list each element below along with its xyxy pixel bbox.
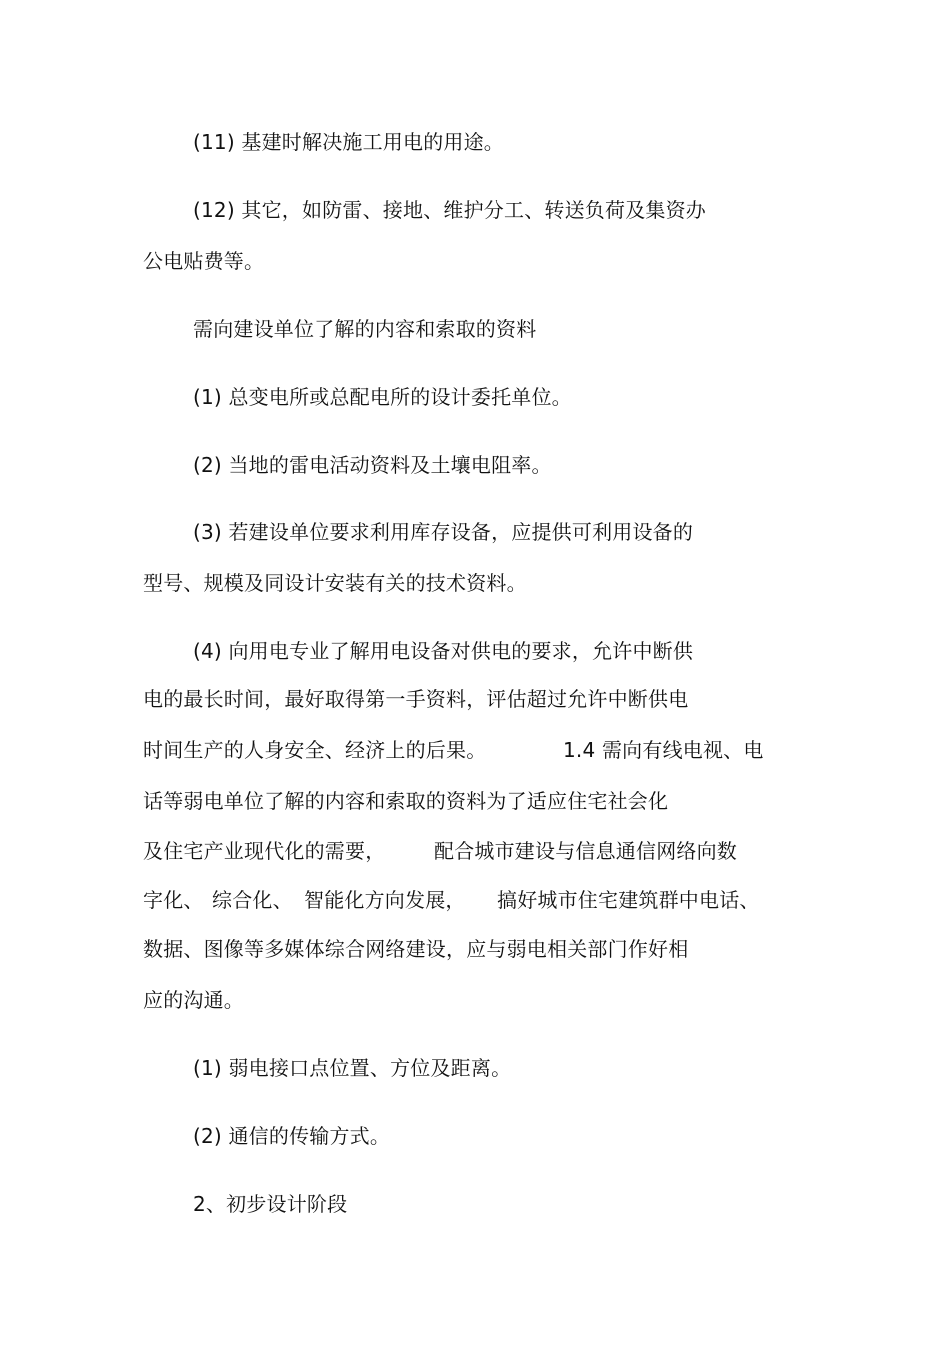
item-4-line-2: 电的最长时间，最好取得第一手资料，评估超过允许中断供电: [143, 687, 689, 711]
item-12-line-1: (12) 其它，如防雷、接地、维护分工、转送负荷及集资办: [193, 198, 707, 222]
section-1-4-line-4a: 字化、: [143, 888, 204, 912]
section-1-4-line-6: 应的沟通。: [143, 988, 244, 1012]
item-3-line-2: 型号、规模及同设计安装有关的技术资料。: [143, 571, 527, 595]
item-4-line-3: [143, 737, 486, 763]
section-1-4-line-3b: 配合城市建设与信息通信网络向数: [434, 839, 737, 863]
item-4-line-1: (4) 向用电专业了解用电设备对供电的要求，允许中断供: [193, 639, 694, 663]
section-2-heading: 2、初步设计阶段: [193, 1192, 348, 1216]
item-4-line-3-text: 时间生产的人身安全、经济上的后果。: [143, 738, 487, 762]
weak-item-2: (2) 通信的传输方式。: [193, 1124, 391, 1148]
weak-item-1: (1) 弱电接口点位置、方位及距离。: [193, 1056, 512, 1080]
item-12-line-2: 公电贴费等。: [143, 249, 265, 273]
section-1-4-line-4c: 智能化方向发展，: [304, 888, 466, 912]
section-1-4-line-5: 数据、图像等多媒体综合网络建设，应与弱电相关部门作好相: [143, 937, 689, 961]
item-1-substation: (1) 总变电所或总配电所的设计委托单位。: [193, 385, 572, 409]
section-1-4-line-2: 话等弱电单位了解的内容和索取的资料为了适应住宅社会化: [143, 789, 669, 813]
item-3-line-1: (3) 若建设单位要求利用库存设备，应提供可利用设备的: [193, 520, 694, 544]
section-1-4-line-4d: 搞好城市住宅建筑群中电话、: [497, 888, 760, 912]
section-heading-construction-unit: 需向建设单位了解的内容和索取的资料: [193, 317, 537, 341]
section-1-4-line-3a: 及住宅产业现代化的需要，: [143, 839, 386, 863]
item-2-lightning: (2) 当地的雷电活动资料及土壤电阻率。: [193, 453, 552, 477]
section-1-4-heading: 1.4 需向有线电视、电: [563, 738, 764, 762]
item-11: (11) 基建时解决施工用电的用途。: [193, 130, 505, 154]
section-1-4-line-4b: 综合化、: [212, 888, 293, 912]
